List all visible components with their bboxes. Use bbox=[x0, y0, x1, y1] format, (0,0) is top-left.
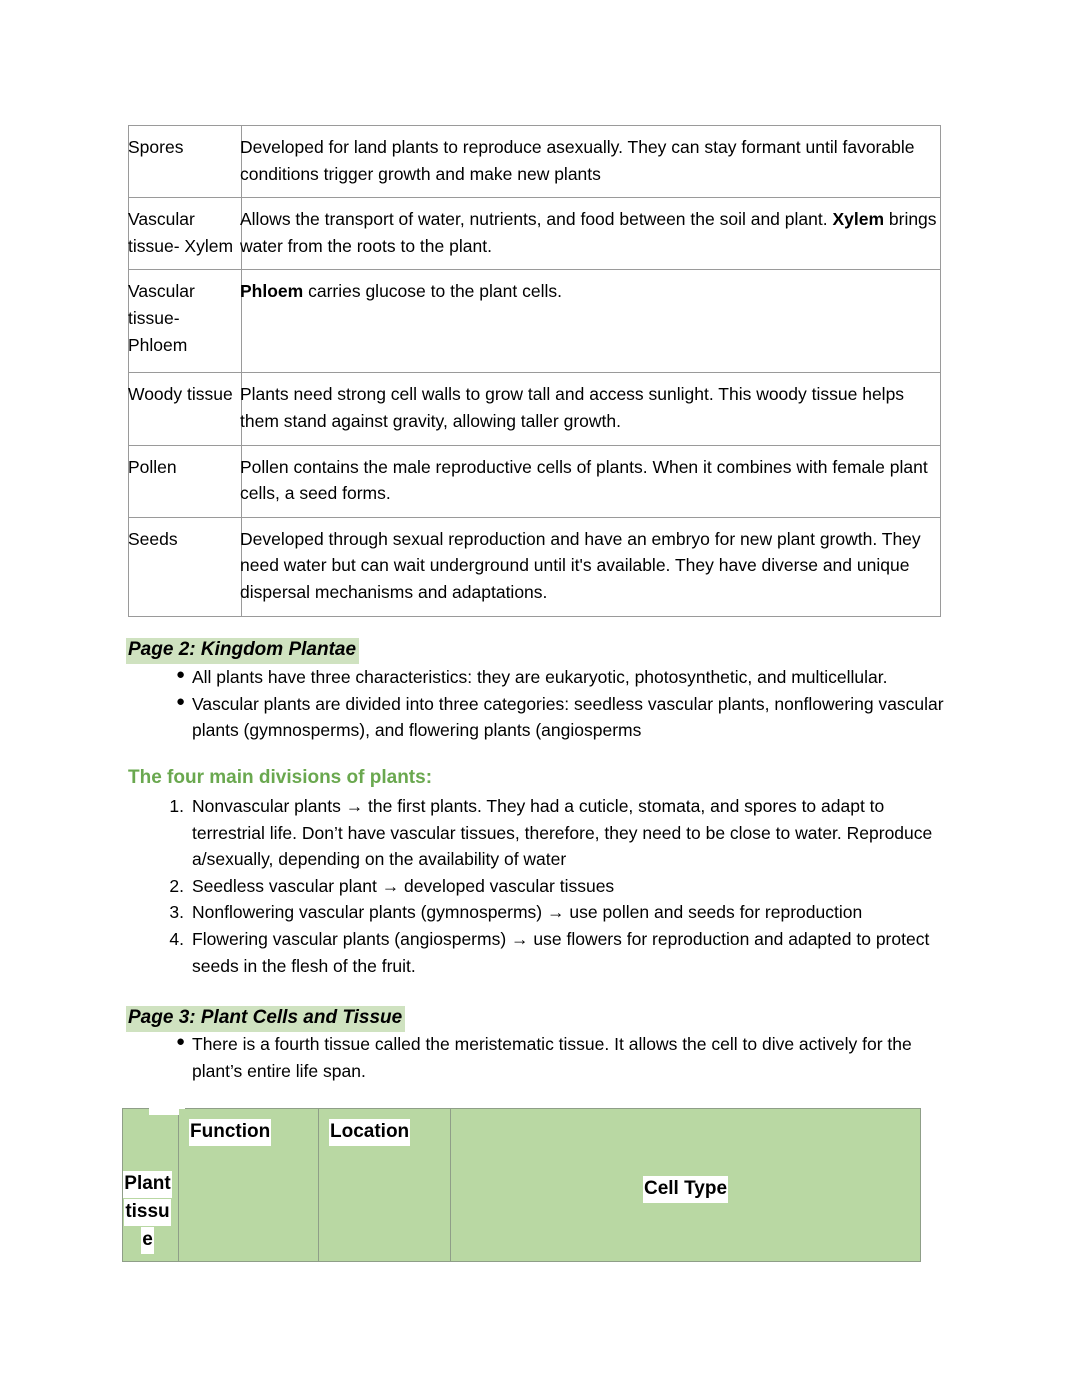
table-row bbox=[129, 270, 941, 373]
definitions-table bbox=[128, 125, 941, 617]
term-text: Pollen bbox=[128, 456, 177, 477]
table-row bbox=[129, 198, 941, 270]
table-cell-term bbox=[129, 517, 242, 616]
header-line-3: e bbox=[141, 1227, 154, 1254]
header-line-2: tissu bbox=[124, 1199, 170, 1226]
table-cell-location-header bbox=[319, 1109, 451, 1262]
table-row bbox=[129, 517, 941, 616]
table-cell-description bbox=[242, 126, 941, 198]
table-row bbox=[123, 1109, 921, 1262]
header-line-1: Plant bbox=[123, 1171, 171, 1198]
term-text: Spores bbox=[128, 137, 184, 157]
table-cell-cell-type-header bbox=[451, 1109, 921, 1262]
list-item-text: Nonflowering vascular plants (gymnosperms) → use pollen and seeds for reproduction bbox=[192, 902, 863, 923]
description-tail: brings water from the roots to the plant. bbox=[240, 209, 937, 256]
column-header-function bbox=[179, 1119, 318, 1146]
page2-bullet-list bbox=[150, 664, 950, 744]
table-cell-description bbox=[242, 517, 941, 616]
description-bold-term: Phloem bbox=[240, 281, 304, 302]
description-tail: carries glucose to the plant cells. bbox=[303, 281, 562, 302]
bullet-icon: ● bbox=[176, 1033, 186, 1050]
description-bold-term: Xylem bbox=[832, 209, 885, 230]
table-cell-term bbox=[129, 445, 242, 517]
description-text: Plants need strong cell walls to grow tall and access sunlight. This woody tissue helps them stand against gravity, allowing taller growth. bbox=[240, 384, 905, 431]
list-item bbox=[150, 793, 950, 873]
table-cell-term bbox=[129, 198, 242, 270]
list-item-text: Flowering vascular plants (angiosperms) → use flowers for reproduction and adapted to protect seeds in the flesh of the fruit. bbox=[192, 928, 930, 976]
page2-heading: Page 2: Kingdom Plantae bbox=[126, 638, 359, 664]
column-header-plant-tissue bbox=[117, 1171, 178, 1255]
description-text bbox=[240, 278, 944, 305]
term-text: Seeds bbox=[128, 528, 178, 549]
table-cell-term bbox=[129, 373, 242, 445]
header-text: Cell Type bbox=[643, 1176, 728, 1203]
description-lead: Allows the transport of water, nutrients, and food between the soil and plant. bbox=[240, 209, 833, 230]
table-cell-description bbox=[242, 373, 941, 445]
page3-heading: Page 3: Plant Cells and Tissue bbox=[126, 1006, 405, 1032]
table-cell-plant-tissue-header bbox=[123, 1109, 179, 1262]
header-text: Location bbox=[329, 1119, 410, 1146]
header-text: Function bbox=[189, 1119, 271, 1146]
table-cell-description bbox=[242, 270, 941, 373]
table-cell-description bbox=[242, 445, 941, 517]
table-row bbox=[129, 373, 941, 445]
page2-numbered-list bbox=[150, 793, 950, 979]
list-item bbox=[150, 1031, 950, 1084]
table-row bbox=[129, 126, 941, 198]
plant-tissue-table bbox=[122, 1108, 921, 1262]
description-text: Developed for land plants to reproduce asexually. They can stay formant until favorable conditions trigger growth and make new plants bbox=[240, 137, 915, 184]
list-item-text: All plants have three characteristics: they are eukaryotic, photosynthetic, and multicellular. bbox=[192, 667, 888, 687]
term-text: Woody tissue bbox=[128, 384, 233, 405]
table-row bbox=[129, 445, 941, 517]
bullet-icon: ● bbox=[176, 666, 186, 683]
table-cell-function-header bbox=[179, 1109, 319, 1262]
table-cell-term bbox=[129, 270, 242, 373]
table-cell-term bbox=[129, 126, 242, 198]
list-item bbox=[150, 926, 950, 979]
list-item bbox=[150, 873, 950, 900]
list-item bbox=[150, 899, 950, 926]
description-text: Developed through sexual reproduction and have an embryo for new plant growth. They need water but can wait underground until it's available. They have diverse and unique dispersal mechanisms and adaptations. bbox=[240, 528, 921, 602]
list-item-number: 4. bbox=[169, 928, 184, 949]
column-header-location bbox=[319, 1119, 450, 1146]
list-item-text: Seedless vascular plant → developed vascular tissues bbox=[192, 875, 615, 896]
table-cell-description bbox=[242, 198, 941, 270]
page2-subheading: The four main divisions of plants: bbox=[128, 767, 433, 788]
description-text bbox=[240, 206, 944, 259]
list-item-text: Vascular plants are divided into three categories: seedless vascular plants, nonflowering vascular plants (gymnosperms), and flowering plants (angiosperms bbox=[192, 693, 944, 741]
list-item-text: There is a fourth tissue called the meristematic tissue. It allows the cell to dive actively for the plant’s entire life span. bbox=[192, 1034, 912, 1081]
column-header-cell-type bbox=[451, 1176, 920, 1203]
list-item-text: Nonvascular plants → the first plants. They had a cuticle, stomata, and spores to adapt to terrestrial life. Don’t have vascular tissues, therefore, they need to be close to water. Reproduce a/sexually, depending on the availability of water bbox=[192, 796, 933, 870]
list-item-number: 1. bbox=[169, 796, 184, 816]
list-item-number: 3. bbox=[169, 902, 184, 923]
list-item-number: 2. bbox=[169, 875, 184, 896]
description-text: Pollen contains the male reproductive cells of plants. When it combines with female plant cells, a seed forms. bbox=[240, 456, 928, 504]
term-text: Vascular tissue- Phloem bbox=[128, 281, 195, 355]
bullet-icon: ● bbox=[176, 692, 186, 710]
term-text: Vascular tissue- Xylem bbox=[128, 209, 234, 256]
page3-bullet-list bbox=[150, 1031, 950, 1084]
list-item bbox=[150, 691, 950, 744]
list-item bbox=[150, 664, 950, 691]
